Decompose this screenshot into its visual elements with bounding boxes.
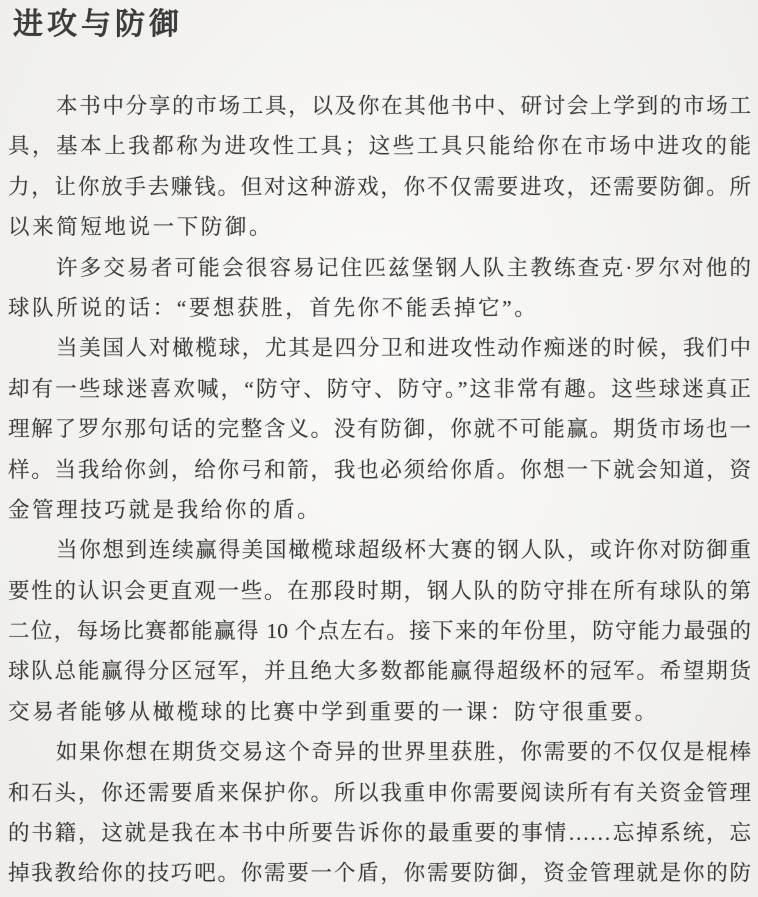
- page-title: 进攻与防御: [13, 8, 183, 41]
- text-line: 和石头，你还需要盾来保护你。所以我重申你需要阅读所有有关资金管理: [8, 780, 751, 805]
- text-line: 金管理技巧就是我给你的盾。: [8, 497, 322, 522]
- text-line: 许多交易者可能会很容易记住匹兹堡钢人队主教练查克·罗尔对他的: [56, 255, 751, 280]
- text-line: 样。当我给你剑，给你弓和箭，我也必须给你盾。你想一下就会知道，资: [8, 457, 751, 482]
- text-line: 如果你想在期货交易这个奇异的世界里获胜，你需要的不仅仅是棍棒: [56, 740, 751, 765]
- text-line: 以来简短地说一下防御。: [8, 215, 274, 240]
- paragraph: [8, 328, 751, 530]
- text-line: 掉我教给你的技巧吧。你需要一个盾，你需要防御，资金管理就是你的防: [8, 861, 751, 886]
- paragraph: [8, 86, 751, 248]
- paragraph: [8, 732, 751, 894]
- text-line: 当美国人对橄榄球，尤其是四分卫和进攻性动作痴迷的时候，我们中: [56, 336, 751, 361]
- paragraph: [8, 248, 751, 329]
- text-line: 力，让你放手去赚钱。但对这种游戏，你不仅需要进攻，还需要防御。所: [8, 174, 751, 199]
- paragraph: [8, 530, 751, 732]
- text-line: 具，基本上我都称为进攻性工具；这些工具只能给你在市场中进攻的能: [8, 134, 751, 159]
- text-line: 球队所说的话：“要想获胜，首先你不能丢掉它”。: [8, 295, 539, 320]
- text-line: 球队总能赢得分区冠军，并且绝大多数都能赢得超级杯的冠军。希望期货: [8, 659, 751, 684]
- text-line: 二位，每场比赛都能赢得 10 个点左右。接下来的年份里，防守能力最强的: [8, 619, 751, 644]
- body-text: [8, 86, 751, 894]
- text-line: 要性的认识会更直观一些。在那段时期，钢人队的防守排在所有球队的第: [8, 578, 751, 603]
- text-line: 交易者能够从橄榄球的比赛中学到重要的一课：防守很重要。: [8, 699, 659, 724]
- text-line: 却有一些球迷喜欢喊，“防守、防守、防守。”这非常有趣。这些球迷真正: [8, 376, 751, 401]
- text-line: 本书中分享的市场工具，以及你在其他书中、研讨会上学到的市场工: [56, 94, 751, 118]
- text-line: 理解了罗尔那句话的完整含义。没有防御，你就不可能赢。期货市场也一: [8, 417, 751, 442]
- text-line: 当你想到连续赢得美国橄榄球超级杯大赛的钢人队，或许你对防御重: [56, 538, 751, 563]
- text-line: 的书籍，这就是我在本书中所要告诉你的最重要的事情……忘掉系统，忘: [8, 821, 751, 846]
